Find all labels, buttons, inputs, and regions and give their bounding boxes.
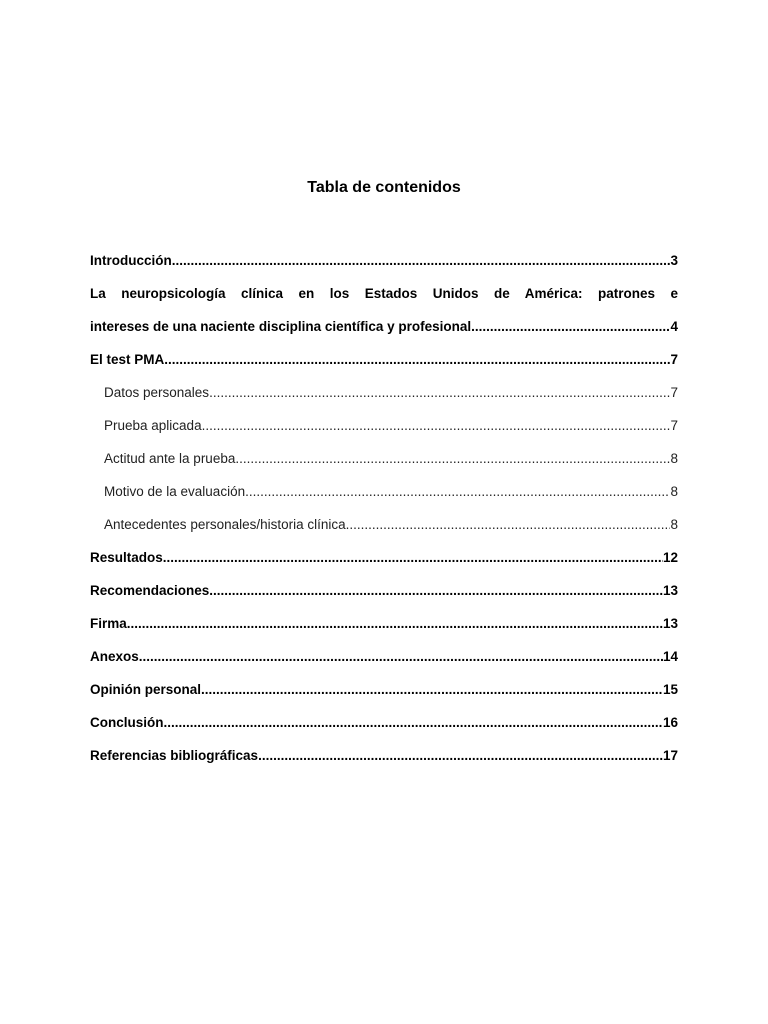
toc-leader-dots <box>201 679 663 701</box>
toc-entry-page: 8 <box>670 451 678 466</box>
toc-entry-test-pma[interactable] <box>90 349 678 382</box>
toc-leader-dots <box>172 250 671 272</box>
toc-entry-page: 13 <box>662 583 678 598</box>
toc-entry-introduccion[interactable] <box>90 250 678 283</box>
toc-entry-page: 7 <box>670 385 678 400</box>
toc-entry-prueba-aplicada[interactable] <box>90 415 678 448</box>
toc-entry-page: 4 <box>670 319 678 334</box>
toc-leader-dots <box>258 745 663 767</box>
toc-entry-label-line2: intereses de una naciente disciplina científica y profesional <box>90 319 472 334</box>
toc-entry-label: Recomendaciones <box>90 583 210 598</box>
toc-entry-label: Datos personales <box>104 385 210 400</box>
toc-entry-firma[interactable] <box>90 613 678 646</box>
toc-entry-page: 16 <box>662 715 678 730</box>
toc-entry-last-line <box>90 316 678 349</box>
toc-leader-dots <box>209 382 670 404</box>
toc-entry-resultados[interactable] <box>90 547 678 580</box>
toc-entry-label: Introducción <box>90 253 172 268</box>
toc-leader-dots <box>164 712 663 734</box>
toc-entry-label: Referencias bibliográficas <box>90 748 259 763</box>
toc-entry-anexos[interactable] <box>90 646 678 679</box>
toc-entry-label: Resultados <box>90 550 163 565</box>
toc-entry-label: Motivo de la evaluación <box>104 484 246 499</box>
toc-leader-dots <box>127 613 663 635</box>
toc-entry-page: 7 <box>670 352 678 367</box>
toc-entry-label: Prueba aplicada <box>104 418 202 433</box>
toc-leader-dots <box>164 349 670 371</box>
toc-leader-dots <box>235 448 670 470</box>
toc-entry-neuropsicologia[interactable] <box>90 283 678 349</box>
toc-leader-dots <box>346 514 671 536</box>
toc-entry-page: 7 <box>670 418 678 433</box>
toc-entry-label: Actitud ante la prueba <box>104 451 236 466</box>
toc-entry-referencias[interactable] <box>90 745 678 778</box>
toc-leader-dots <box>202 415 671 437</box>
toc-entry-motivo[interactable] <box>90 481 678 514</box>
toc-entry-label: El test PMA <box>90 352 165 367</box>
toc-entry-label: Conclusión <box>90 715 164 730</box>
toc-entry-page: 3 <box>670 253 678 268</box>
table-of-contents <box>90 250 678 778</box>
toc-entry-page: 8 <box>670 484 678 499</box>
toc-entry-page: 12 <box>662 550 678 565</box>
toc-leader-dots <box>163 547 663 569</box>
toc-entry-page: 13 <box>662 616 678 631</box>
toc-entry-label: Firma <box>90 616 127 631</box>
toc-entry-label-line1: La neuropsicología clínica en los Estados Unidos de América: patrones e <box>90 286 678 301</box>
toc-entry-opinion[interactable] <box>90 679 678 712</box>
toc-entry-datos-personales[interactable] <box>90 382 678 415</box>
toc-entry-recomendaciones[interactable] <box>90 580 678 613</box>
toc-leader-dots <box>209 580 663 602</box>
toc-entry-antecedentes[interactable] <box>90 514 678 547</box>
toc-entry-actitud[interactable] <box>90 448 678 481</box>
toc-entry-page: 15 <box>662 682 678 697</box>
toc-entry-label: Opinión personal <box>90 682 202 697</box>
toc-title: Tabla de contenidos <box>307 179 461 196</box>
toc-entry-conclusion[interactable] <box>90 712 678 745</box>
toc-leader-dots <box>471 316 670 338</box>
toc-entry-label: Anexos <box>90 649 139 664</box>
toc-leader-dots <box>245 481 670 503</box>
toc-entry-page: 8 <box>670 517 678 532</box>
toc-entry-page: 17 <box>662 748 678 763</box>
toc-entry-label: Antecedentes personales/historia clínica <box>104 517 346 532</box>
toc-entry-page: 14 <box>662 649 678 664</box>
toc-leader-dots <box>139 646 663 668</box>
